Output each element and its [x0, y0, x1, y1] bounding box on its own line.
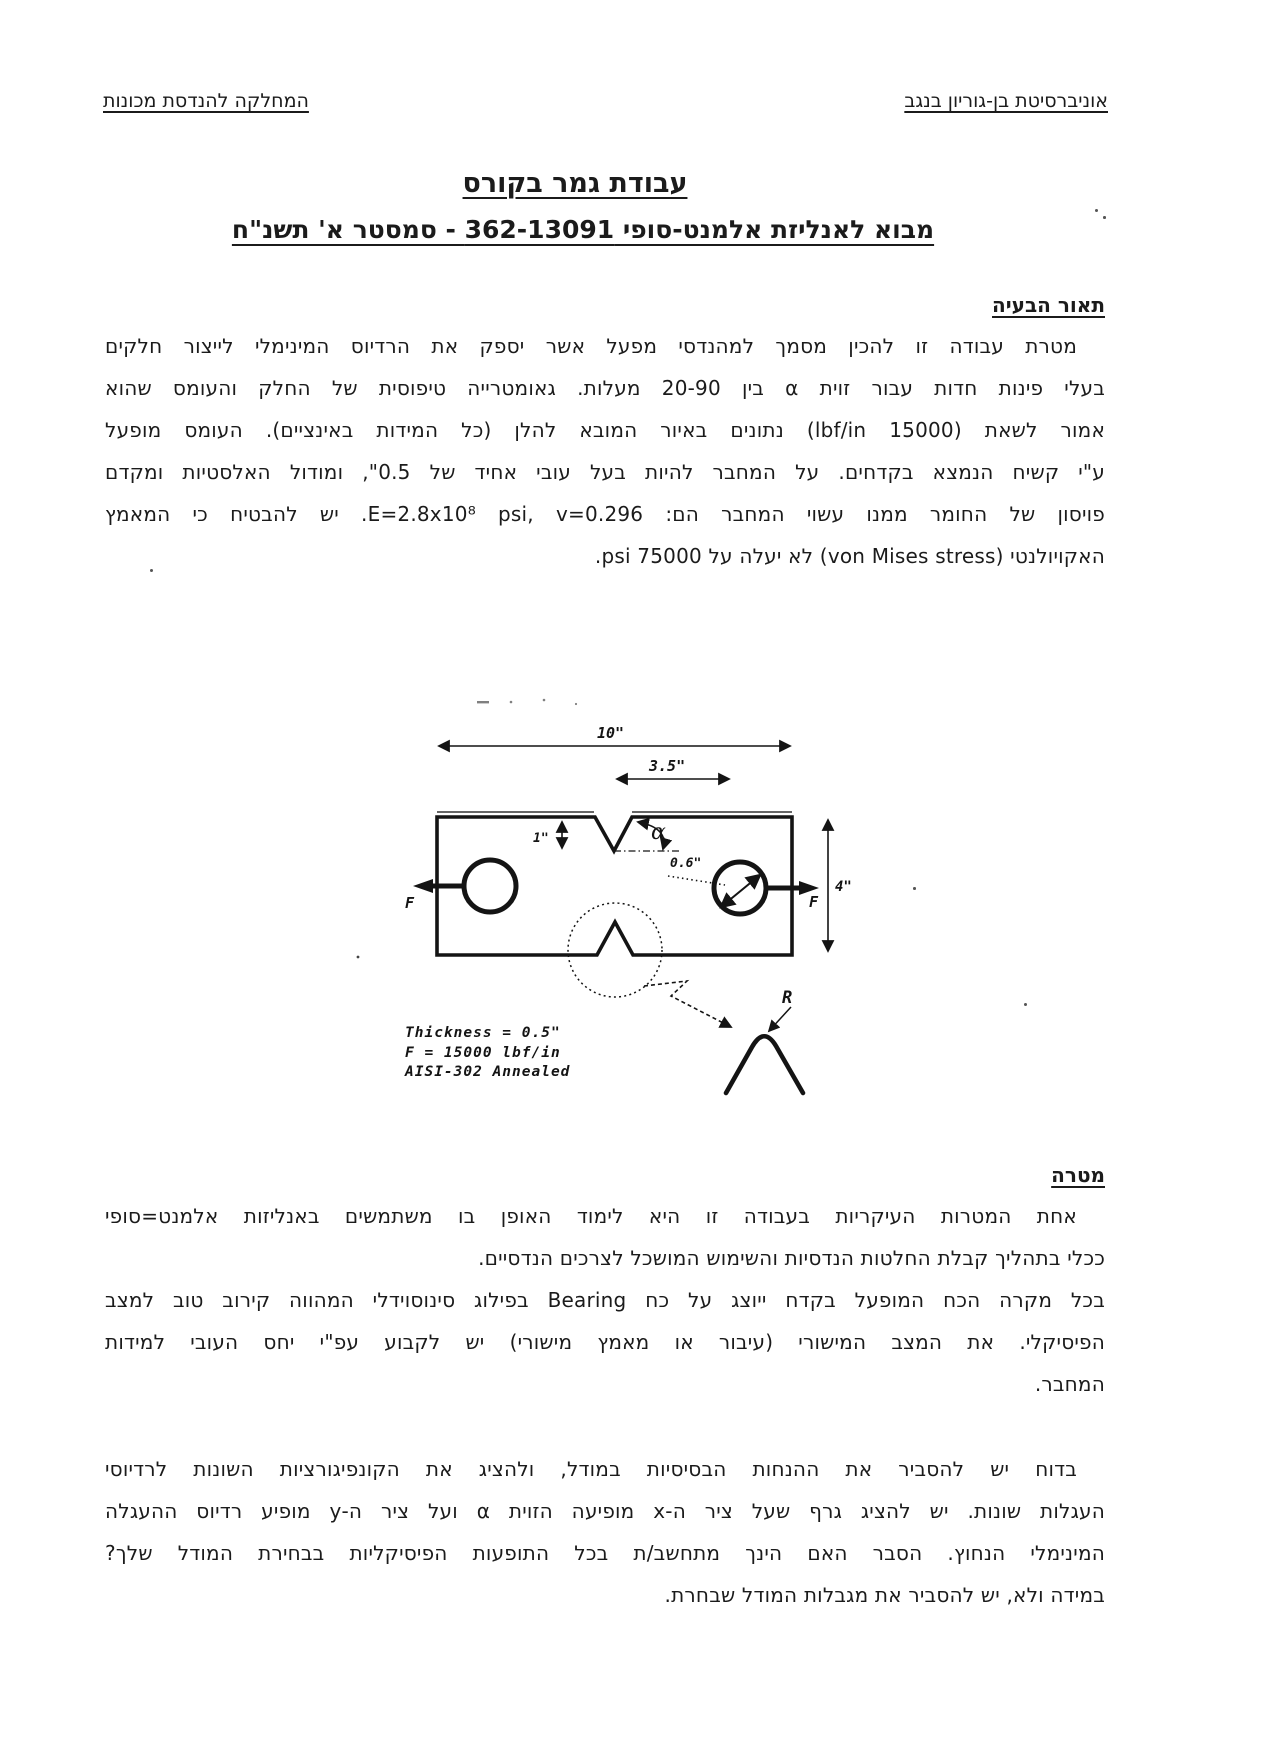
dimension-overall-width — [439, 724, 790, 746]
force-left-label: F — [405, 894, 415, 912]
problem-line: פויסון של החומר ממנו עשוי המחבר הם: E=2.8x10⁸ psi, v=0.296. יש להבטיח כי המאמץ — [105, 502, 1105, 526]
scan-speck — [913, 887, 916, 890]
figure-notes — [404, 1025, 570, 1080]
force-right-label: F — [809, 893, 819, 911]
technical-drawing — [335, 695, 875, 1105]
problem-paragraph — [105, 325, 1105, 577]
section-problem — [105, 293, 1105, 577]
header-university: אוניברסיטת בן-גוריון בנגב — [904, 90, 1108, 112]
problem-line: אמור לשאת (15000 lbf/in) נתונים באיור המובא להלן (כל המידות באינציים). העומס מופעל — [105, 418, 1106, 442]
dimension-notch-offset-label: 3.5" — [649, 757, 686, 775]
report-line: במידה ולא, יש להסביר את מגבלות המודל שבחרת. — [664, 1583, 1105, 1607]
scan-speck — [1095, 209, 1098, 212]
dimension-plate-height — [828, 820, 852, 951]
title-block — [105, 168, 1105, 244]
problem-line: האקויולנטי (von Mises stress) לא יעלה על 75000 psi. — [594, 544, 1105, 568]
dimension-hole-diameter-label: 0.6" — [670, 856, 702, 871]
left-hole — [464, 860, 516, 912]
report-line: העגלות שונות. יש להציג גרף שעל ציר ה-x מופיעה הזוית α ועל ציר ה-y מופיע רדיוס ההעגלה — [105, 1499, 1105, 1523]
goal-line: הפיסיקלי. את המצב המישורי (עיבור או מאמץ מישורי) יש לקבוע עפ"י יחס העובי למידות — [105, 1330, 1105, 1354]
figure-note-force: F = 15000 lbf/in — [405, 1045, 561, 1061]
problem-line: מטרת עבודה זו להכין מסמך למהנדסי מפעל אשר יספק את הרדיוס המינימלי לייצור חלקים — [105, 334, 1077, 358]
figure-note-material: AISI-302 Annealed — [405, 1064, 571, 1080]
goal-line: ככלי בתהליך קבלת החלטות הנדסיות והשימוש המושכל לצרכים הנדסיים. — [478, 1246, 1105, 1270]
report-line: המינימלי הנחוץ. הסבר האם הינך מתחשב/ת בכל התופעות הפיסיקליות בבחירת המודל שלך? — [105, 1541, 1105, 1565]
scan-speck — [1024, 1003, 1027, 1006]
problem-heading: תאור הבעיה — [992, 293, 1105, 317]
scan-speck — [150, 569, 153, 572]
dimension-plate-height-label: 4" — [835, 879, 852, 895]
dimension-notch-offset — [617, 757, 729, 779]
report-paragraph — [105, 1448, 1105, 1616]
header-department: המחלקה להנדסת מכונות — [103, 90, 309, 112]
dimension-overall-width-label: 10" — [597, 724, 625, 742]
figure-note-thickness: Thickness = 0.5" — [405, 1025, 561, 1041]
detail-rounded-tip — [726, 988, 803, 1093]
angle-label: α — [651, 820, 666, 845]
goal-line: בכל מקרה הכח המופעל בקדח ייוצג על כח Bearing בפילוג סינוסוידלי המהווה קירוב טוב למצב — [105, 1288, 1105, 1312]
report-line: בדוח יש להסביר את ההנחות הבסיסיות במודל, ולהציג את הקונפיגורציות השונות לרדיוסי — [105, 1457, 1077, 1481]
dimension-notch-depth-label: 1" — [533, 831, 549, 846]
problem-line: ע"י קשיח הנמצא בקדחים. על המחבר להיות בעל עובי אחיד של 0.5", ומודול האלסטיות ומקדם — [105, 460, 1105, 484]
page-subtitle: מבוא לאנליזת אלמנט-סופי 362-13091 - סמסטר א' תשנ"ח — [231, 215, 935, 244]
section-goal — [105, 1163, 1105, 1405]
page-title: עבודת גמר בקורס — [462, 168, 688, 199]
section-report — [105, 1448, 1105, 1616]
goal-line: אחת המטרות העיקריות בעבודה זו היא לימוד האופן בו משתמשים באנליזות אלמנט=סופי — [105, 1204, 1077, 1228]
goal-paragraph — [105, 1195, 1105, 1405]
scan-speck — [1103, 216, 1106, 219]
goal-heading: מטרה — [1051, 1163, 1105, 1187]
problem-line: בעלי פינות חדות עבור זוית α בין 20-90 מעלות. גאומטרייה טיפוסית של החלק והעומס שהוא — [105, 376, 1105, 400]
goal-line: המחבר. — [1034, 1372, 1105, 1396]
radius-label: R — [782, 988, 793, 1008]
